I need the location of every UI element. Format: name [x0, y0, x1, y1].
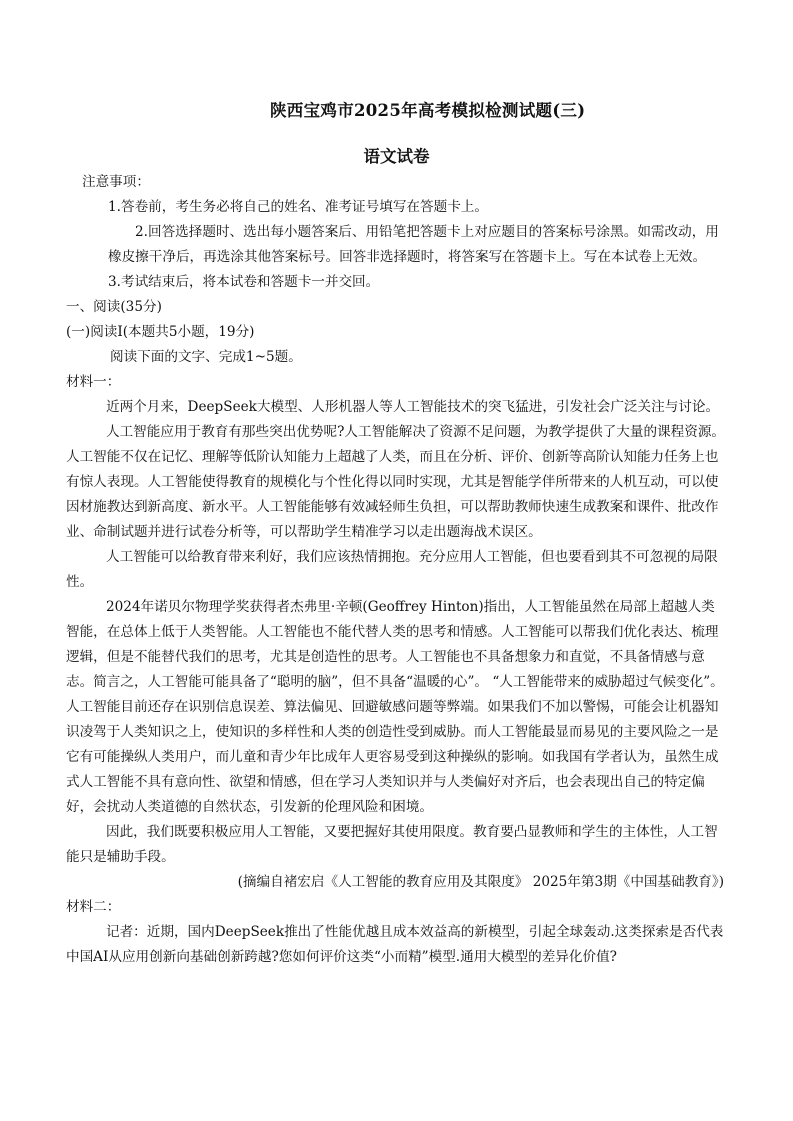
reading-instruction: 阅读下面的文字、完成1~5题。: [110, 349, 302, 365]
material-2-label: 材料二：: [66, 899, 121, 915]
page-subtitle: 语文试卷: [363, 147, 430, 166]
material-1-paragraph: 人工智能可以给教育带来利好，我们应该热情拥抱。充分应用人工智能，但也要看到其不可忽视的局限性。: [66, 549, 718, 590]
material-1-label: 材料一：: [66, 374, 121, 390]
material-2-paragraph: 记者：近期，国内DeepSeek推出了性能优越且成本效益高的新模型，引起全球轰动.这类探索是否代表中国AI从应用创新向基础创新跨越?您如何评价这类“小而精”模型.通用大模型的差异化价值?: [66, 924, 724, 965]
note-item-3: 3.考试结束后，将本试卷和答题卡一并交回。: [108, 274, 380, 290]
section-part-heading: 一、阅读(35分): [66, 299, 162, 315]
note-item-2: 2.回答选择题时、选出每小题答案后、用铅笔把答题卡上对应题目的答案标号涂黑。如需改动，用橡皮擦干净后，再选涂其他答案标号。回答非选择题时，将答案写在答题卡上。写在本试卷上无效。: [108, 224, 719, 265]
material-1-citation: (摘编自褚宏启《人工智能的教育应用及其限度》 2025年第3期《中国基础教育》): [237, 874, 724, 890]
material-1-paragraph: 近两个月来，DeepSeek大模型、人形机器人等人工智能技术的突飞猛进，引发社会广泛关注与讨论。: [106, 399, 720, 415]
document-body: [66, 170, 726, 970]
material-1-paragraph: 人工智能应用于教育有那些突出优势呢?人工智能解决了资源不足问题，为教学提供了大量的课程资源。人工智能不仅在记忆、理解等低阶认知能力上超越了人类，而且在分析、评价、创新等高阶认知能力任务上也有惊人表现。人工智能使得教育的规模化与个性化得以同时实现，尤其是智能学伴所带来的人机互动，可以使因材施教达到新高度、新水平。人工智能能够有效减轻师生负担，可以帮助教师快速生成教案和课件、批改作业、命制试题并进行试卷分析等，可以帮助学生精准学习以走出题海战术误区。: [66, 424, 726, 540]
page-title: 陕西宝鸡市2025年高考模拟检测试题(三): [270, 101, 586, 120]
note-item-1: 1.答卷前，考生务必将自己的姓名、准考证号填写在答题卡上。: [108, 199, 488, 215]
notes-heading: 注意事项：: [82, 174, 150, 190]
material-1-paragraph: 因此，我们既要积极应用人工智能，又要把握好其使用限度。教育要凸显教师和学生的主体性，人工智能只是辅助手段。: [66, 824, 718, 865]
material-1-paragraph: 2024年诺贝尔物理学奖获得者杰弗里·辛顿(Geoffrey Hinton)指出，人工智能虽然在局部上超越人类智能，在总体上低于人类智能。人工智能也不能代替人类的思考和情感。人工智能可以帮我们优化表达、梳理逻辑，但是不能替代我们的思考，尤其是创造性的思考。人工智能也不具备想象力和直觉，不具备情感与意志。简言之，人工智能可能具备了“聪明的脑”，但不具备“温暖的心”。 “人工智能带来的威胁超过气候变化”。人工智能目前还存在识别信息误差、算法偏见、回避敏感问题等弊端。如果我们不加以警惕，可能会让机器知识凌驾于人类知识之上，使知识的多样性和人类的创造性受到威胁。而人工智能最显而易见的主要风险之一是它有可能操纵人类用户，而儿童和青少年比成年人更容易受到这种操纵的影响。如我国有学者认为，虽然生成式人工智能不具有意向性、欲望和情感，但在学习人类知识并与人类偏好对齐后，也会表现出自己的特定偏好，会扰动人类道德的自然状态，引发新的伦理风险和困境。: [66, 599, 724, 815]
section-subpart-heading: (一)阅读Ⅰ(本题共5小题，19分): [66, 324, 255, 340]
